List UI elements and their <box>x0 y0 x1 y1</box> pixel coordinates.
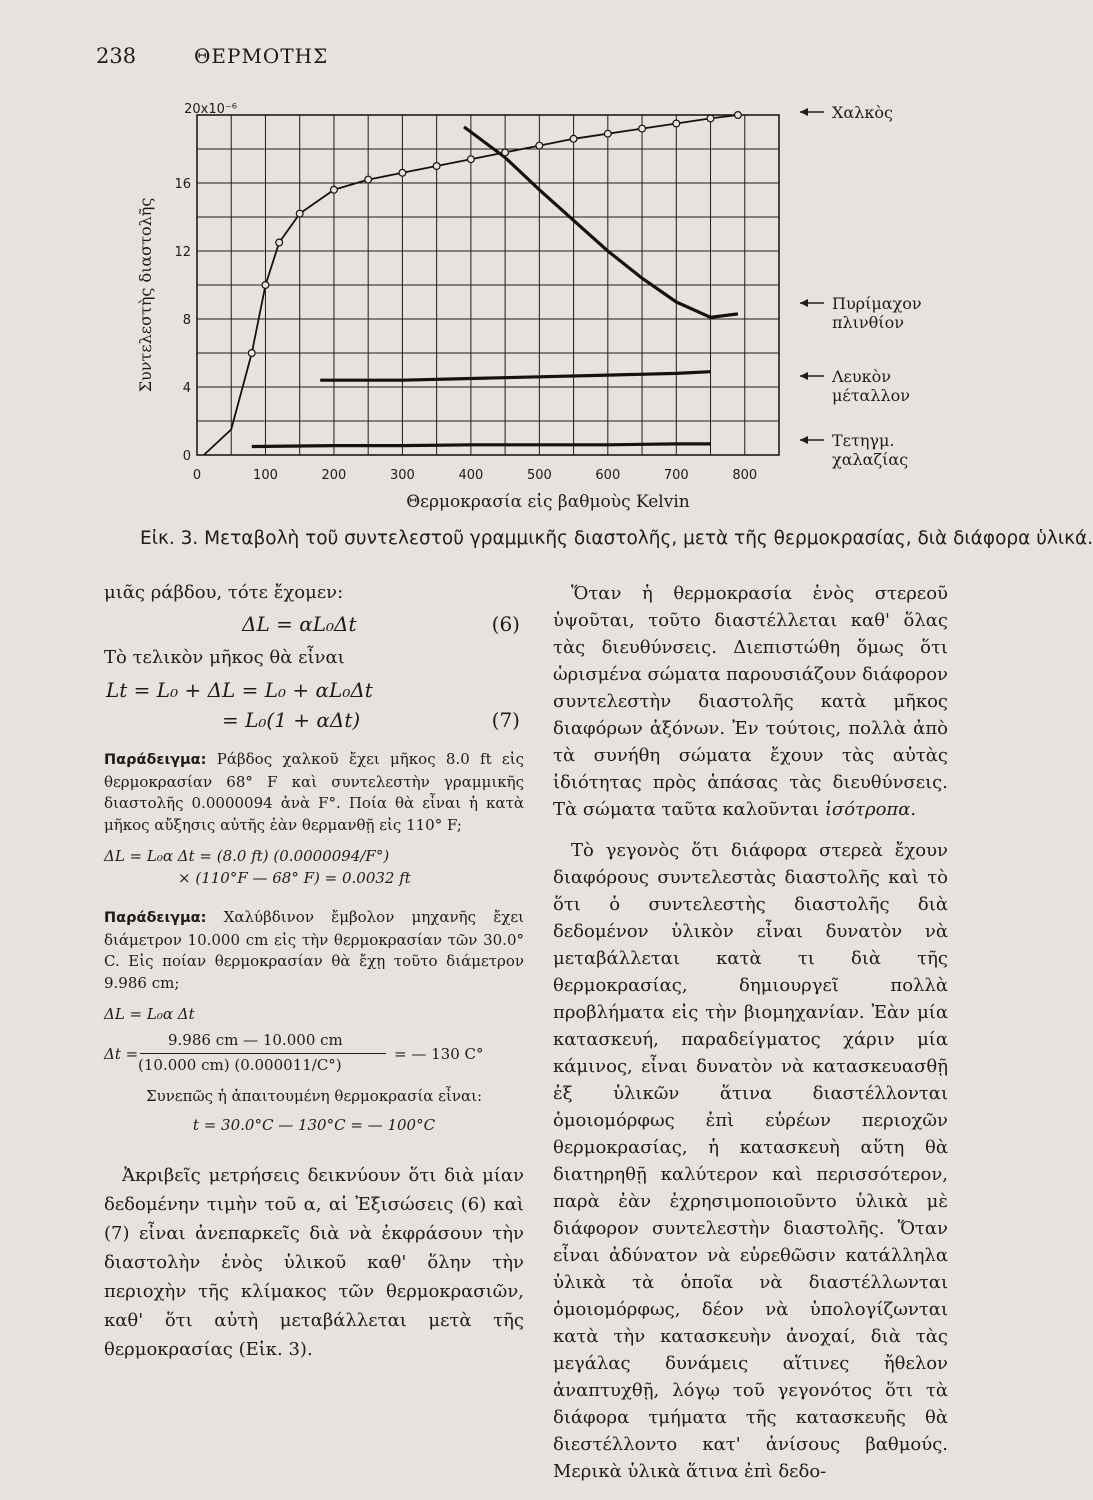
right-paragraph-1 <box>553 580 948 823</box>
copper-data-point <box>331 186 338 193</box>
example-2-final: t = 30.0°C — 130°C = — 100°C <box>192 1116 436 1134</box>
copper-data-point <box>248 350 255 357</box>
example-2-label: Παράδειγμα: <box>104 910 207 926</box>
copper-data-point <box>502 149 509 156</box>
copper-data-point <box>570 135 577 142</box>
copper-data-point <box>673 120 680 127</box>
figure-caption: Εἰκ. 3. Μεταβολὴ τοῦ συντελεστοῦ γραμμικῆς διαστολῆς, μετὰ τῆς θερμοκρασίας, διὰ διάφορα ὑλικά. <box>140 528 1093 549</box>
fraction-denominator: (10.000 cm) (0.000011/C°) <box>138 1055 342 1074</box>
y-tick-label: 8 <box>182 313 191 328</box>
legend-label: Χαλκὸς <box>832 103 893 122</box>
copper-data-point <box>399 169 406 176</box>
legend-arrow-head <box>800 299 808 307</box>
y-multiplier-label: 20x10⁻⁶ <box>184 102 237 117</box>
legend-arrow-head <box>800 436 808 444</box>
copper-data-point <box>536 142 543 149</box>
copper-data-point <box>276 239 283 246</box>
x-tick-label: 800 <box>732 468 758 483</box>
x-tick-label: 200 <box>321 468 347 483</box>
legend-label: Λευκὸν <box>832 367 891 386</box>
x-tick-label: 0 <box>192 468 202 483</box>
y-tick-label: 16 <box>174 177 191 192</box>
y-tick-label: 0 <box>182 449 191 464</box>
legend-label: χαλαζίας <box>832 450 909 469</box>
right-column <box>553 580 948 1485</box>
example-2 <box>104 907 524 994</box>
x-axis-label: Θερμοκρασία εἰς βαθμοὺς Kelvin <box>406 492 690 512</box>
copper-data-point <box>604 130 611 137</box>
legend-label: Τετηγμ. <box>832 431 895 450</box>
equation-6 <box>104 607 524 639</box>
legend-label: Πυρίμαχον <box>832 294 922 313</box>
copper-data-point <box>365 176 372 183</box>
example-2-fraction <box>104 1030 524 1080</box>
x-tick-label: 100 <box>253 468 278 483</box>
eq7-line1: Lt = L₀ + ΔL = L₀ + αL₀Δt <box>106 678 373 702</box>
x-tick-label: 400 <box>458 468 484 483</box>
dt-symbol: Δt = <box>104 1044 139 1063</box>
eq7-line2: = L₀(1 + αΔt) <box>222 708 361 732</box>
eq6: ΔL = αL₀Δt <box>242 611 357 636</box>
x-tick-label: 300 <box>389 468 415 483</box>
right-paragraph-2: Τὸ γεγονὸς ὅτι διάφορα στερεὰ ἔχουν διαφόρους συντελεστὰς διαστολῆς καὶ τὸ ὅτι ὁ συντελεστὴς διαστολῆς διὰ δεδομένον ὑλικὸν εἶναι δυνατὸν νὰ μεταβάλλεται κατὰ τι διὰ τῆς θερμοκρασίας, δημιουργεῖ πολλὰ προβλήματα εἰς τὴν βιομηχανίαν. Ἐὰν μία κατασκευή, παραδείγματος χάριν μία κάμινος, εἶναι δυνατὸν νὰ κατασκευασθῇ ἐξ ὑλικῶν ἅτινα διαστέλλονται ὁμοιομόρφως ἐπὶ εὐρέων περιοχῶν θερμοκρασίας, ἡ κατασκευὴ αὕτη θὰ διατηρηθῇ καλύτερον καὶ περισσότερον, παρὰ ἐὰν ἐχρησιμοποιοῦντο ὑλικὰ μὲ διάφορον συντελεστὴν διαστολῆς. Ὅταν εἶναι ἀδύνατον νὰ εὑρεθῶσιν κατάλληλα ὑλικὰ τὰ ὁποῖα νὰ διαστέλλωνται ὁμοιομόρφως, δέον νὰ ὑπολογίζωνται κατὰ τὴν κατασκευὴν ἀνοχαί, διὰ τὰς μεγάλας δυνάμεις αἵτινες ἤθελον ἀναπτυχθῇ, λόγῳ τοῦ γεγονότος ὅτι τὰ διάφορα τμήματα τῆς κατασκευῆς θὰ διεστέλλοντο κατ' ἀνίσους βαθμούς. Μερικὰ ὑλικὰ ἅτινα ἐπὶ δεδο- <box>553 840 948 1482</box>
expansion-coefficient-chart <box>0 90 982 520</box>
fraction-result: = — 130 C° <box>394 1044 484 1063</box>
legend-arrow-head <box>800 108 808 116</box>
copper-data-point <box>735 112 742 119</box>
y-tick-label: 12 <box>174 245 191 260</box>
x-tick-label: 500 <box>526 468 552 483</box>
x-tick-label: 700 <box>663 468 689 483</box>
copper-data-point <box>467 156 474 163</box>
chart-grid <box>197 115 779 455</box>
legend-label: μέταλλον <box>832 386 910 405</box>
closing-paragraph: Ἀκριβεῖς μετρήσεις δεικνύουν ὅτι διὰ μίαν δεδομένην τιμὴν τοῦ α, αἱ Ἐξισώσεις (6) καὶ (7) εἶναι ἀνεπαρκεῖς διὰ νὰ ἐκφράσουν τὴν διαστολὴν ἑνὸς ὑλικοῦ καθ' ὅλην τὴν περιοχὴν τῆς κλίμακος τῶν θερμοκρασιῶν, καθ' ὅτι αὐτὴ μεταβάλλεται μετὰ τῆς θερμοκρασίας (Εἰκ. 3). <box>104 1164 524 1360</box>
copper-data-point <box>296 210 303 217</box>
example-1-text: Ράβδος χαλκοῦ ἔχει μῆκος 8.0 ft εἰς θερμοκρασίαν 68° F καὶ συντελεστὴν γραμμικῆς διαστολῆς 0.0000094 ἀνὰ F°. Ποία θὰ εἶναι ἡ κατὰ μῆκος αὔξησις αὐτῆς ἐὰν θερμανθῇ εἰς 110° F; <box>104 750 524 834</box>
copper-data-point <box>262 282 269 289</box>
example-1 <box>104 749 524 836</box>
example-2-text: Χαλύβδινον ἔμβολον μηχανῆς ἔχει διάμετρον 10.000 cm εἰς τὴν θερμοκρασίαν τῶν 30.0° C. Εἰς ποίαν θερμοκρασίαν θὰ ἔχῃ τοῦτο διάμετρον 9.986 cm; <box>104 908 524 992</box>
copper-data-point <box>433 163 440 170</box>
eq6-number: (6) <box>491 611 520 636</box>
example-1-eq2: × (110°F — 68° F) = 0.0032 ft <box>178 868 411 887</box>
chart-labels <box>136 102 922 512</box>
legend-arrow-head <box>800 372 808 380</box>
left-column <box>104 580 524 1364</box>
example-1-eq1: ΔL = L₀α Δt = (8.0 ft) (0.0000094/F°) <box>104 847 390 865</box>
x-tick-label: 600 <box>595 468 621 483</box>
copper-data-point <box>707 115 714 122</box>
chart-marks <box>204 112 742 455</box>
running-head: ΘΕΡΜΟΤΗΣ <box>194 44 329 68</box>
y-axis-label: Συντελεστὴς διαστολῆς <box>136 197 155 393</box>
equation-7 <box>104 675 524 739</box>
legend-label: πλινθίον <box>832 313 904 332</box>
fraction-bar <box>140 1053 386 1054</box>
final-length-text: Τὸ τελικὸν μῆκος θὰ εἶναι <box>104 646 345 668</box>
isotropic-term: ἰσότροπα. <box>824 799 917 820</box>
page-number: 238 <box>96 44 137 68</box>
intro-text: μιᾶς ράβδου, τότε ἔχομεν: <box>104 582 344 603</box>
fraction-numerator: 9.986 cm — 10.000 cm <box>168 1030 343 1049</box>
eq7-number: (7) <box>491 708 520 732</box>
example-2-eq1: ΔL = L₀α Δt <box>104 1005 195 1023</box>
white-metal-line <box>320 372 710 381</box>
y-tick-label: 4 <box>182 381 191 396</box>
copper-data-point <box>639 125 646 132</box>
right-paragraph-1-text: Ὅταν ἡ θερμοκρασία ἑνὸς στερεοῦ ὑψοῦται, τοῦτο διαστέλλεται καθ' ὅλας τὰς διευθύνσεις. Διεπιστώθη ὅμως ὅτι ὡρισμένα σώματα παρουσιάζουν διάφορον συντελεστὴν διαστολῆς κατὰ μῆκος διαφόρων ἀξόνων. Ἐν τούτοις, πολλὰ ἀπὸ τὰ συνήθη σώματα ἔχουν τὰς αὐτὰς ἰδιότητας πρὸς ἁπάσας τὰς διευθύνσεις. Τὰ σώματα ταῦτα καλοῦνται <box>553 583 948 820</box>
example-1-label: Παράδειγμα: <box>104 752 207 768</box>
example-2-conclusion: Συνεπῶς ἡ ἀπαιτουμένη θερμοκρασία εἶναι: <box>145 1086 483 1105</box>
